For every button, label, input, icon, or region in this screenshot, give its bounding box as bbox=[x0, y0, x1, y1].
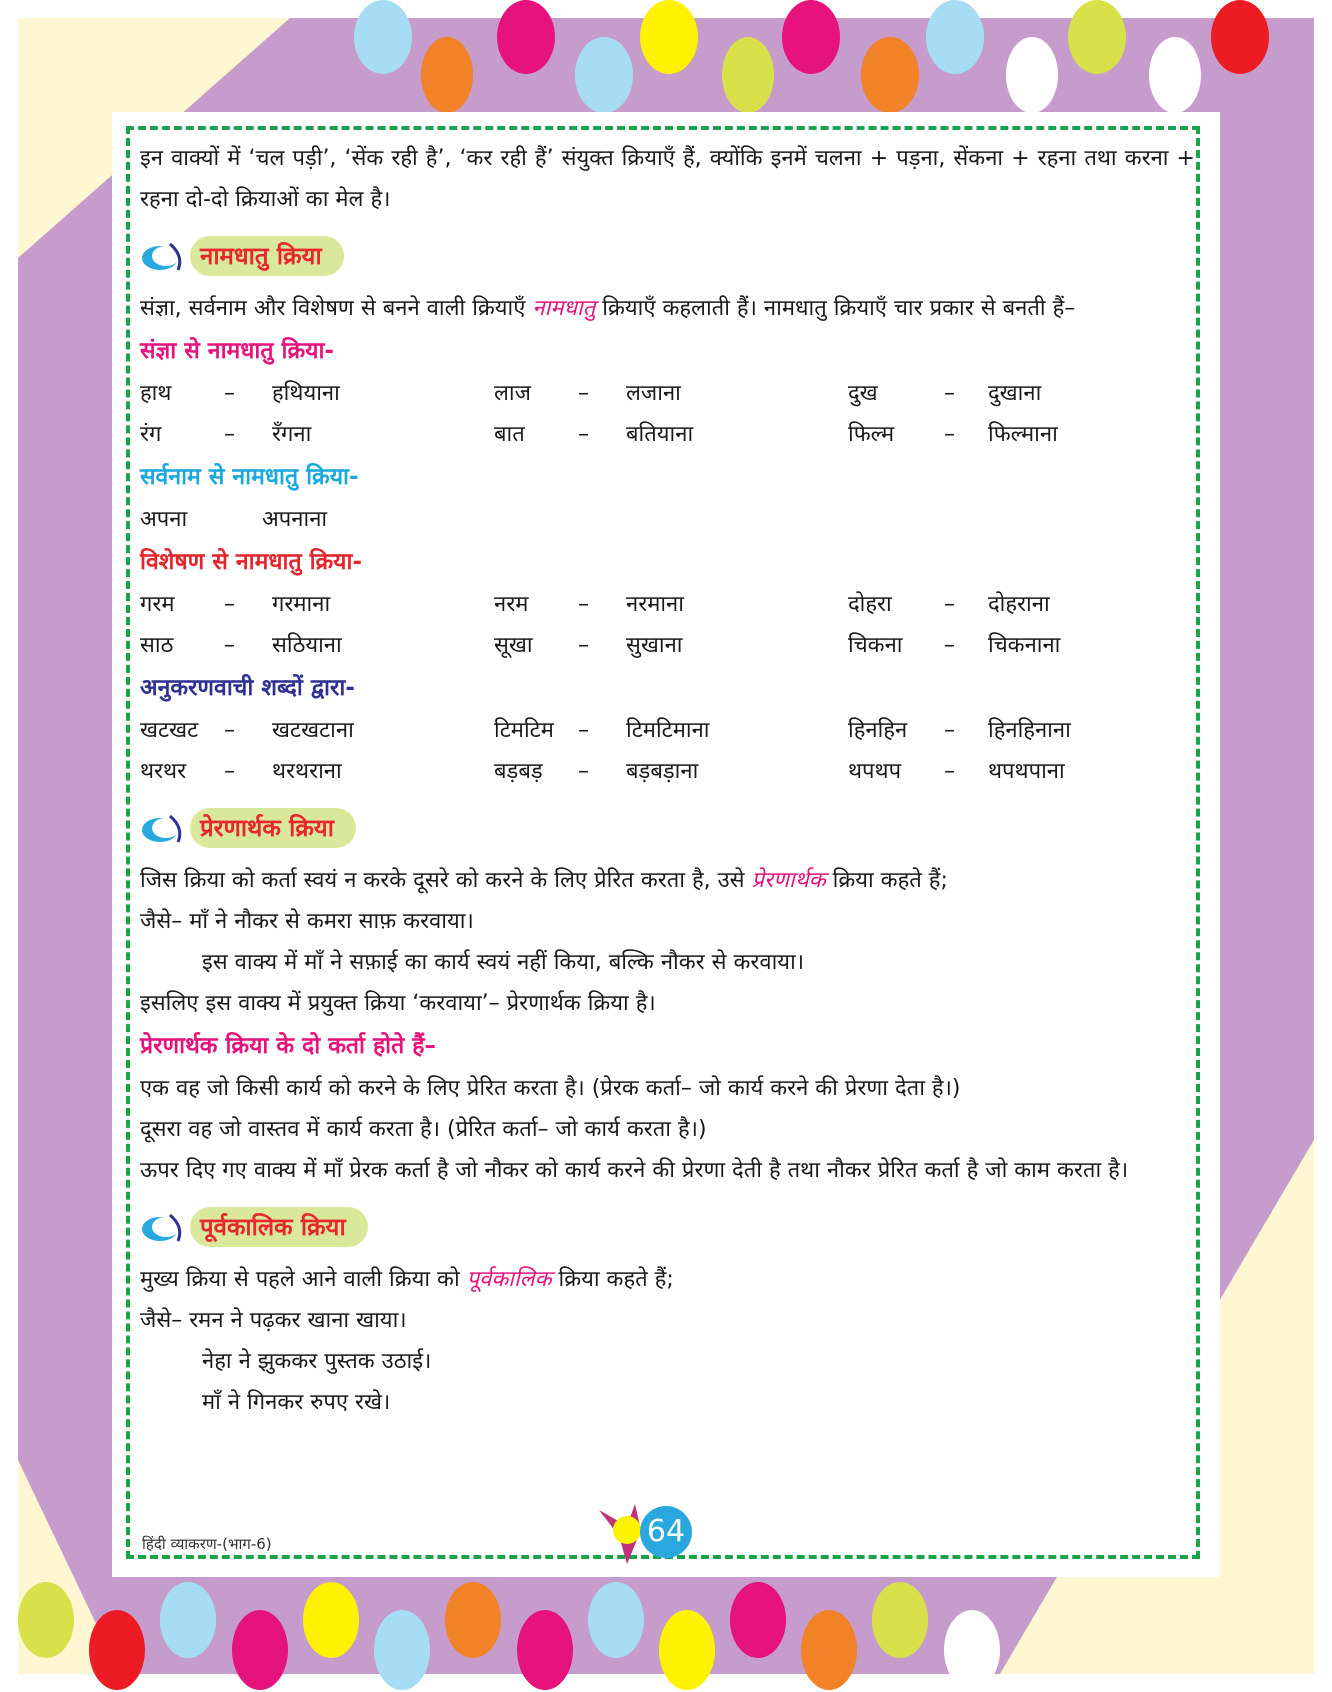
table-cell: टिमटिमाना bbox=[626, 718, 710, 743]
sarvanam-row bbox=[140, 499, 1195, 540]
intro-paragraph: इन वाक्यों में ‘चल पड़ी’, ‘सेंक रही है’, ‘कर रही हैं’ संयुक्त क्रियाएँ हैं, क्योंकि इनमें चलना + पड़ना, सेंकना + रहना तथा करना + रहना दो-दो क्रियाओं का मेल है। bbox=[140, 146, 1195, 212]
table-cell: हाथ bbox=[140, 381, 172, 406]
book-title-footer: हिंदी व्याकरण-(भाग-6) bbox=[142, 1535, 272, 1553]
table-cell: दुख bbox=[848, 381, 878, 406]
table-cell: गरमाना bbox=[272, 592, 331, 617]
prernarthak-explain-1: इस वाक्य में माँ ने सफ़ाई का कार्य स्वयं नहीं किया, बल्कि नौकर से करवाया। bbox=[202, 950, 805, 975]
table-cell: हथियाना bbox=[272, 381, 340, 406]
table-cell: – bbox=[578, 718, 589, 743]
karta-line-2: दूसरा वह जो वास्तव में कार्य करता है। (प्रेरित कर्ता– जो कार्य करता है।) bbox=[140, 1117, 707, 1142]
table-cell: – bbox=[224, 633, 235, 658]
table-cell: थपथप bbox=[848, 759, 902, 784]
table-cell: – bbox=[578, 592, 589, 617]
namdhatu-heading-label: नामधातु क्रिया bbox=[190, 236, 344, 276]
table-cell: – bbox=[944, 759, 955, 784]
swirl-icon bbox=[140, 1209, 196, 1245]
swirl-icon bbox=[140, 810, 196, 846]
page-content bbox=[140, 138, 1195, 1423]
table-cell: रँगना bbox=[272, 422, 312, 447]
namdhatu-def-pre: संज्ञा, सर्वनाम और विशेषण से बनने वाली क्रियाएँ bbox=[140, 296, 526, 321]
sangya-subheading: संज्ञा से नामधातु क्रिया- bbox=[140, 338, 334, 364]
prernarthak-term: प्रेरणार्थक bbox=[751, 868, 826, 893]
table-cell: – bbox=[224, 592, 235, 617]
sarvanam-verb: अपनाना bbox=[262, 507, 328, 532]
visheshan-table bbox=[140, 584, 1195, 666]
table-cell: चिकनाना bbox=[988, 633, 1061, 658]
karta-subheading: प्रेरणार्थक क्रिया के दो कर्ता होते हैं– bbox=[140, 1033, 436, 1059]
table-cell: बतियाना bbox=[626, 422, 694, 447]
table-cell: रंग bbox=[140, 422, 162, 447]
table-cell: – bbox=[578, 759, 589, 784]
table-cell: फिल्म bbox=[848, 422, 895, 447]
table-cell: सूखा bbox=[494, 633, 533, 658]
table-cell: – bbox=[224, 381, 235, 406]
table-cell: लजाना bbox=[626, 381, 681, 406]
purvakalik-example-1: जैसे– रमन ने पढ़कर खाना खाया। bbox=[140, 1308, 407, 1333]
table-cell: थपथपाना bbox=[988, 759, 1065, 784]
table-cell: – bbox=[944, 381, 955, 406]
table-cell: – bbox=[224, 718, 235, 743]
table-cell: थरथर bbox=[140, 759, 187, 784]
table-cell: लाज bbox=[494, 381, 531, 406]
table-cell: बड़बड़ bbox=[494, 759, 543, 784]
table-cell: गरम bbox=[140, 592, 175, 617]
sarvanam-word: अपना bbox=[140, 507, 188, 532]
purvakalik-def-pre: मुख्य क्रिया से पहले आने वाली क्रिया को bbox=[140, 1267, 460, 1292]
table-cell: खटखट bbox=[140, 718, 199, 743]
table-cell: – bbox=[944, 633, 955, 658]
table-cell: बड़बड़ाना bbox=[626, 759, 699, 784]
table-cell: हिनहिन bbox=[848, 718, 908, 743]
page-number: 64 bbox=[640, 1506, 692, 1558]
table-cell: सुखाना bbox=[626, 633, 683, 658]
sangya-table bbox=[140, 373, 1195, 455]
table-cell: – bbox=[224, 422, 235, 447]
table-cell: खटखटाना bbox=[272, 718, 354, 743]
table-cell: – bbox=[578, 633, 589, 658]
prernarthak-def-post: क्रिया कहते हैं; bbox=[832, 868, 948, 893]
table-cell: साठ bbox=[140, 633, 174, 658]
prernarthak-explain-2: इसलिए इस वाक्य में प्रयुक्त क्रिया ‘करवाया’– प्रेरणार्थक क्रिया है। bbox=[140, 991, 656, 1016]
table-cell: बात bbox=[494, 422, 525, 447]
purvakalik-heading bbox=[140, 1205, 1195, 1249]
table-cell: हिनहिनाना bbox=[988, 718, 1071, 743]
table-cell: – bbox=[224, 759, 235, 784]
visheshan-subheading: विशेषण से नामधातु क्रिया- bbox=[140, 549, 363, 575]
table-cell: फिल्माना bbox=[988, 422, 1058, 447]
table-cell: दुखाना bbox=[988, 381, 1042, 406]
prernarthak-definition bbox=[140, 860, 1195, 901]
table-cell: – bbox=[578, 381, 589, 406]
purvakalik-definition bbox=[140, 1259, 1195, 1300]
swirl-icon bbox=[140, 238, 196, 274]
anukaran-subheading: अनुकरणवाची शब्दों द्वारा- bbox=[140, 675, 355, 701]
table-cell: दोहराना bbox=[988, 592, 1050, 617]
table-cell: टिमटिम bbox=[494, 718, 554, 743]
table-cell: थरथराना bbox=[272, 759, 342, 784]
prernarthak-def-pre: जिस क्रिया को कर्ता स्वयं न करके दूसरे को करने के लिए प्रेरित करता है, उसे bbox=[140, 868, 745, 893]
namdhatu-def-post: क्रियाएँ कहलाती हैं। नामधातु क्रियाएँ चार प्रकार से बनती हैं– bbox=[602, 296, 1076, 321]
purvakalik-def-post: क्रिया कहते हैं; bbox=[558, 1267, 674, 1292]
prernarthak-heading-label: प्रेरणार्थक क्रिया bbox=[190, 808, 356, 848]
namdhatu-heading bbox=[140, 234, 1195, 278]
prernarthak-example: जैसे– माँ ने नौकर से कमरा साफ़ करवाया। bbox=[140, 909, 474, 934]
prernarthak-summary: ऊपर दिए गए वाक्य में माँ प्रेरक कर्ता है जो नौकर को कार्य करने की प्रेरणा देती है तथा नौकर प्रेरित कर्ता है जो काम करता है। bbox=[140, 1158, 1129, 1183]
namdhatu-term: नामधातु bbox=[532, 296, 596, 321]
table-cell: चिकना bbox=[848, 633, 903, 658]
table-cell: – bbox=[944, 422, 955, 447]
table-cell: सठियाना bbox=[272, 633, 342, 658]
namdhatu-definition bbox=[140, 288, 1195, 329]
table-cell: दोहरा bbox=[848, 592, 892, 617]
purvakalik-example-3: माँ ने गिनकर रुपए रखे। bbox=[202, 1390, 391, 1415]
purvakalik-heading-label: पूर्वकालिक क्रिया bbox=[190, 1207, 368, 1247]
prernarthak-heading bbox=[140, 806, 1195, 850]
table-cell: – bbox=[944, 592, 955, 617]
anukaran-table bbox=[140, 710, 1195, 792]
purvakalik-example-2: नेहा ने झुककर पुस्तक उठाई। bbox=[202, 1349, 432, 1374]
table-cell: नरम bbox=[494, 592, 529, 617]
table-cell: – bbox=[578, 422, 589, 447]
purvakalik-term: पूर्वकालिक bbox=[466, 1267, 552, 1292]
karta-line-1: एक वह जो किसी कार्य को करने के लिए प्रेरित करता है। (प्रेरक कर्ता– जो कार्य करने की प्रेरणा देता है।) bbox=[140, 1076, 961, 1101]
sarvanam-subheading: सर्वनाम से नामधातु क्रिया- bbox=[140, 464, 359, 490]
table-cell: – bbox=[944, 718, 955, 743]
table-cell: नरमाना bbox=[626, 592, 684, 617]
